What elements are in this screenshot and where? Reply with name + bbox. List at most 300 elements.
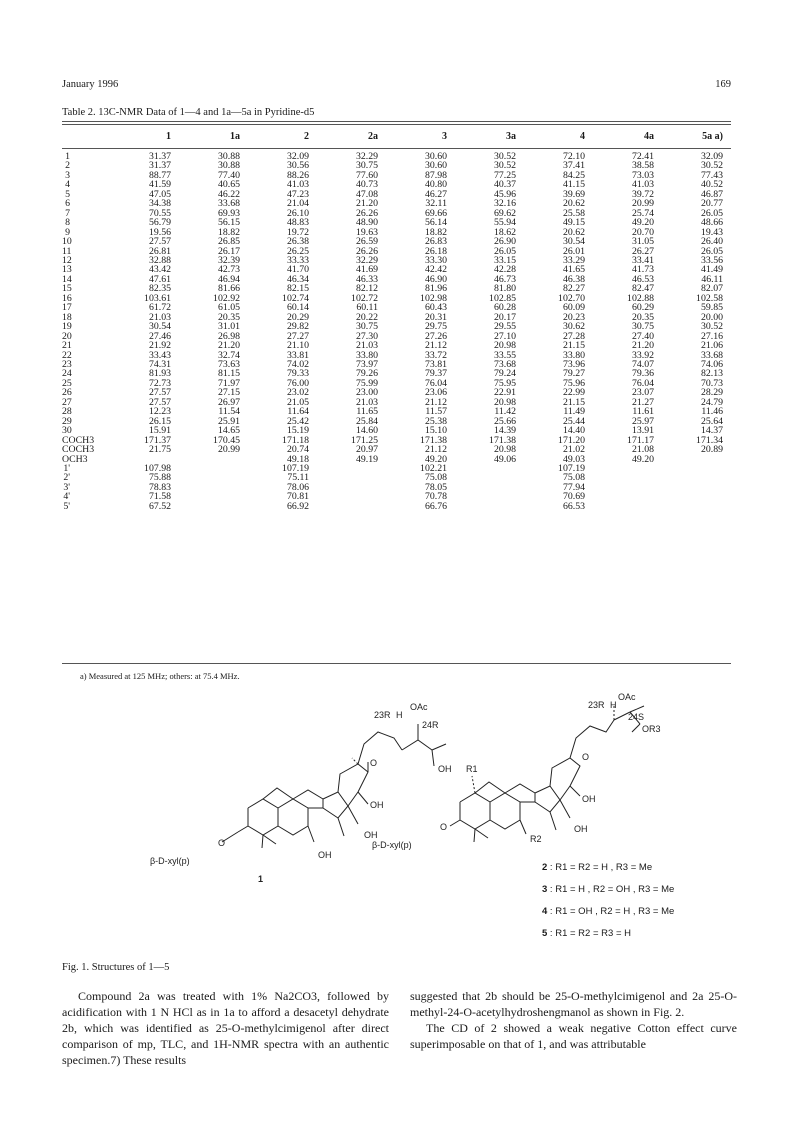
legend-entry [542, 884, 674, 895]
row-position-label: 14 [62, 273, 72, 285]
shift-value: 33.92 [631, 349, 654, 361]
shift-value [662, 473, 731, 482]
shift-value: 79.33 [286, 368, 309, 380]
shift-value: 20.99 [631, 198, 654, 210]
shift-value: 23.00 [355, 387, 378, 399]
shift-value: 28.29 [700, 387, 723, 399]
shift-value: 46.87 [700, 188, 723, 200]
shift-value: 21.20 [355, 198, 378, 210]
row-position-label: 12 [62, 254, 72, 266]
header-compound: 4a [644, 130, 654, 142]
row-position-label: 13 [62, 264, 72, 276]
shift-value: 33.56 [700, 254, 723, 266]
shift-value: 30.62 [562, 321, 585, 333]
shift-value: 49.20 [631, 217, 654, 229]
s2-r1-label: R1 [466, 764, 478, 774]
s2-xyl-label: β-D-xyl(p) [372, 840, 412, 850]
shift-value: 75.08 [562, 472, 585, 484]
shift-value: 102.58 [696, 292, 723, 304]
row-position-label: 6 [65, 198, 70, 210]
shift-value: 73.96 [562, 358, 585, 370]
shift-value: 88.77 [148, 169, 171, 181]
shift-value: 171.34 [696, 434, 723, 446]
shift-value: 21.12 [424, 396, 447, 408]
shift-value: 26.27 [631, 245, 654, 257]
shift-value: 33.43 [148, 349, 171, 361]
row-position-label: 22 [62, 349, 72, 361]
shift-value: 47.23 [286, 188, 309, 200]
shift-value: 74.02 [286, 358, 309, 370]
structure-drawing [62, 692, 731, 958]
row-position-label: 4 [65, 179, 70, 191]
shift-value: 82.15 [286, 283, 309, 295]
shift-value: 60.11 [356, 302, 378, 314]
shift-value: 170.45 [213, 434, 240, 446]
shift-value: 32.29 [355, 254, 378, 266]
shift-value: 73.97 [355, 358, 378, 370]
shift-value: 40.52 [700, 179, 723, 191]
shift-value: 20.98 [493, 340, 516, 352]
shift-value: 11.65 [356, 406, 378, 418]
shift-value: 46.53 [631, 273, 654, 285]
row-position-label: 25 [62, 377, 72, 389]
shift-value: 31.37 [148, 151, 171, 162]
row-position-label: 8 [65, 217, 70, 229]
shift-value: 11.42 [494, 406, 516, 418]
shift-value: 27.28 [562, 330, 585, 342]
shift-value: 70.55 [148, 207, 171, 219]
table-header-row [62, 126, 731, 146]
row-position-label: 26 [62, 387, 72, 399]
shift-value: 27.30 [355, 330, 378, 342]
shift-value: 26.15 [148, 415, 171, 427]
shift-value: 27.15 [217, 387, 240, 399]
shift-value: 72.10 [562, 151, 585, 162]
s2-o-label: O [582, 752, 590, 762]
shift-value: 60.14 [286, 302, 309, 314]
s1-compound-number: 1 [258, 874, 264, 884]
shift-value: 32.16 [493, 198, 516, 210]
shift-value: 102.98 [420, 292, 447, 304]
structure-1 [222, 724, 446, 848]
shift-value: 33.41 [631, 254, 654, 266]
shift-value: 102.85 [489, 292, 516, 304]
shift-value: 39.69 [562, 188, 585, 200]
structure-2-5 [450, 704, 644, 842]
shift-value: 27.57 [148, 387, 171, 399]
shift-value: 18.62 [493, 226, 516, 238]
shift-value: 21.75 [148, 444, 171, 456]
shift-value: 18.82 [424, 226, 447, 238]
shift-value: 77.60 [355, 169, 378, 181]
shift-value: 71.97 [217, 377, 240, 389]
shift-value: 26.83 [424, 236, 447, 248]
shift-value: 103.61 [144, 292, 171, 304]
shift-value: 60.09 [562, 302, 585, 314]
page-header [62, 79, 731, 93]
shift-value: 46.94 [217, 273, 240, 285]
shift-value: 26.01 [562, 245, 585, 257]
paragraph-col1: Compound 2a was treated with 1% Na2CO3, followed by acidification with 1 N HCl as in 1a to afford a desacetyl dehydrate 2b, which was identified as 25-O-methylcimigenol after direct comparison of mp, TLC, and 1H-NMR spectra with an authentic specimen.7) These results [62, 989, 389, 1067]
shift-value: 27.46 [148, 330, 171, 342]
shift-value: 27.10 [493, 330, 516, 342]
shift-value: 31.05 [631, 236, 654, 248]
page-number: 169 [715, 79, 731, 90]
shift-value: 46.34 [286, 273, 309, 285]
shift-value: 82.35 [148, 283, 171, 295]
shift-value: 56.79 [148, 217, 171, 229]
shift-value: 41.03 [286, 179, 309, 191]
shift-value: 61.05 [217, 302, 240, 314]
s2-r2-label: R2 [530, 834, 542, 844]
row-position-label: 24 [62, 368, 72, 380]
shift-value: 29.82 [286, 321, 309, 333]
shift-value: 25.74 [631, 207, 654, 219]
shift-value: 25.58 [562, 207, 585, 219]
shift-value: 47.05 [148, 188, 171, 200]
shift-value: 30.52 [493, 160, 516, 172]
shift-value: 49.20 [424, 453, 447, 465]
shift-value: 42.73 [217, 264, 240, 276]
shift-value: 71.58 [148, 491, 171, 503]
s1-oh-15-label: OH [364, 830, 378, 840]
shift-value: 56.14 [424, 217, 447, 229]
shift-value: 43.42 [148, 264, 171, 276]
shift-value: 26.17 [217, 245, 240, 257]
legend-entry [542, 928, 631, 939]
paragraph-col2-1: suggested that 2b should be 25-O-methylcimigenol and 2a 25-O-methyl-24-O-acetylhydroshengmanol as shown in Fig. 2. [410, 989, 737, 1019]
shift-value [593, 492, 662, 501]
table-top-rule-double [62, 124, 731, 125]
shift-value: 102.88 [627, 292, 654, 304]
shift-value: 82.07 [700, 283, 723, 295]
shift-value [179, 473, 248, 482]
shift-value: 15.10 [424, 425, 447, 437]
shift-value: 77.94 [562, 481, 585, 493]
shift-value: 20.00 [700, 311, 723, 323]
row-position-label: 21 [62, 340, 72, 352]
body-column-1 [62, 988, 389, 1068]
row-position-label: 18 [62, 311, 72, 323]
legend-number: 2 [542, 862, 548, 873]
s1-24r-label: 24R [422, 720, 439, 730]
shift-value: 70.73 [700, 377, 723, 389]
shift-value: 11.54 [218, 406, 240, 418]
shift-value: 25.44 [562, 415, 585, 427]
shift-value: 70.69 [562, 491, 585, 503]
s1-h-label: H [396, 710, 403, 720]
shift-value: 102.74 [282, 292, 309, 304]
header-compound: 5a a) [702, 130, 723, 142]
shift-value: 75.88 [148, 472, 171, 484]
shift-value: 25.91 [217, 415, 240, 427]
shift-value: 15.19 [286, 425, 309, 437]
shift-value [662, 455, 731, 464]
shift-value [317, 492, 386, 501]
shift-value: 30.60 [424, 160, 447, 172]
shift-value [317, 483, 386, 492]
shift-value: 11.46 [701, 406, 723, 418]
shift-value: 19.63 [355, 226, 378, 238]
shift-value: 29.75 [424, 321, 447, 333]
shift-value: 19.56 [148, 226, 171, 238]
shift-value: 46.11 [701, 273, 723, 285]
header-compound: 3 [442, 130, 447, 142]
shift-value: 60.43 [424, 302, 447, 314]
shift-value: 33.55 [493, 349, 516, 361]
shift-value: 171.25 [351, 434, 378, 446]
header-compound: 4 [580, 130, 585, 142]
shift-value: 14.39 [493, 425, 516, 437]
legend-number: 5 [542, 928, 548, 939]
shift-value: 20.62 [562, 226, 585, 238]
s1-23r-label: 23R [374, 710, 391, 720]
shift-value: 37.41 [562, 160, 585, 172]
shift-value: 76.00 [286, 377, 309, 389]
shift-value: 18.82 [217, 226, 240, 238]
shift-value: 78.05 [424, 481, 447, 493]
shift-value: 23.06 [424, 387, 447, 399]
shift-value: 14.40 [562, 425, 585, 437]
shift-value: 33.29 [562, 254, 585, 266]
shift-value: 25.64 [700, 415, 723, 427]
shift-value: 30.75 [355, 321, 378, 333]
shift-value: 27.27 [286, 330, 309, 342]
shift-value: 49.03 [562, 453, 585, 465]
row-position-label: COCH3 [62, 444, 95, 456]
shift-value: 79.37 [424, 368, 447, 380]
legend-entry [542, 906, 674, 917]
shift-value: 26.81 [148, 245, 171, 257]
shift-value [179, 502, 248, 511]
legend-entry [542, 862, 652, 873]
shift-value: 81.15 [217, 368, 240, 380]
shift-value: 32.74 [217, 349, 240, 361]
shift-value: 20.89 [700, 444, 723, 456]
legend-substituents: : R1 = OH , R2 = H , R3 = Me [547, 906, 675, 917]
row-position-label: 17 [62, 302, 72, 314]
shift-value: 26.59 [355, 236, 378, 248]
shift-value [179, 455, 248, 464]
shift-value: 21.12 [424, 340, 447, 352]
shift-value: 49.20 [631, 453, 654, 465]
shift-value: 26.97 [217, 396, 240, 408]
shift-value: 30.52 [493, 151, 516, 162]
shift-value: 30.54 [148, 321, 171, 333]
shift-value: 30.75 [355, 160, 378, 172]
header-compound: 2a [368, 130, 378, 142]
shift-value: 30.88 [217, 160, 240, 172]
shift-value: 67.52 [148, 500, 171, 512]
shift-value: 21.03 [148, 311, 171, 323]
shift-value: 26.05 [493, 245, 516, 257]
shift-value [317, 473, 386, 482]
shift-value: 66.76 [424, 500, 447, 512]
shift-value: 26.18 [424, 245, 447, 257]
shift-value: 20.97 [355, 444, 378, 456]
row-position-label: 5 [65, 188, 70, 200]
row-position-label: 1 [65, 151, 70, 162]
table-top-rule [62, 121, 731, 122]
shift-value [593, 483, 662, 492]
shift-value: 30.60 [424, 151, 447, 162]
shift-value: 72.41 [631, 151, 654, 162]
shift-value: 46.90 [424, 273, 447, 285]
shift-value: 171.38 [489, 434, 516, 446]
shift-value: 23.07 [631, 387, 654, 399]
shift-value: 29.55 [493, 321, 516, 333]
s1-xyl-label: β-D-xyl(p) [150, 856, 190, 866]
shift-value: 25.42 [286, 415, 309, 427]
shift-value: 49.15 [562, 217, 585, 229]
shift-value: 32.29 [355, 151, 378, 162]
figure-caption: Fig. 1. Structures of 1—5 [62, 962, 170, 973]
shift-value: 102.21 [420, 462, 447, 474]
shift-value [455, 502, 524, 511]
shift-value [662, 483, 731, 492]
shift-value: 87.98 [424, 169, 447, 181]
shift-value: 27.57 [148, 396, 171, 408]
shift-value: 46.38 [562, 273, 585, 285]
shift-value: 21.20 [217, 340, 240, 352]
row-position-label: 1' [63, 462, 70, 474]
header-compound: 1 [166, 130, 171, 142]
shift-value: 102.92 [213, 292, 240, 304]
shift-value: 81.80 [493, 283, 516, 295]
shift-value [662, 502, 731, 511]
shift-value: 41.15 [562, 179, 585, 191]
shift-value: 20.35 [631, 311, 654, 323]
shift-value: 21.06 [700, 340, 723, 352]
s2-o3-label: O [440, 822, 448, 832]
shift-value: 21.27 [631, 396, 654, 408]
s2-oh-16-label: OH [582, 794, 596, 804]
table-footnote: a) Measured at 125 MHz; others: at 75.4 MHz. [80, 671, 240, 681]
s2-oac-label: OAc [618, 692, 636, 702]
shift-value: 33.30 [424, 254, 447, 266]
s2-or3-label: OR3 [642, 724, 661, 734]
row-position-label: 4' [63, 491, 70, 503]
shift-value: 79.26 [355, 368, 378, 380]
shift-value: 171.20 [558, 434, 585, 446]
shift-value: 32.11 [425, 198, 447, 210]
shift-value: 59.85 [700, 302, 723, 314]
shift-value: 79.36 [631, 368, 654, 380]
shift-value: 40.80 [424, 179, 447, 191]
shift-value: 26.26 [355, 207, 378, 219]
shift-value [179, 492, 248, 501]
shift-value: 19.72 [286, 226, 309, 238]
shift-value: 26.25 [286, 245, 309, 257]
shift-value: 20.35 [217, 311, 240, 323]
shift-value [593, 473, 662, 482]
shift-value: 30.52 [700, 160, 723, 172]
shift-value: 27.16 [700, 330, 723, 342]
shift-value: 38.58 [631, 160, 654, 172]
s1-o-label: O [370, 758, 378, 768]
shift-value [179, 483, 248, 492]
shift-value: 46.73 [493, 273, 516, 285]
shift-value: 72.73 [148, 377, 171, 389]
shift-value: 74.31 [148, 358, 171, 370]
shift-value: 60.29 [631, 302, 654, 314]
table-body [62, 146, 731, 511]
shift-value: 49.18 [286, 453, 309, 465]
shift-value: 20.98 [493, 396, 516, 408]
shift-value: 20.29 [286, 311, 309, 323]
shift-value: 26.26 [355, 245, 378, 257]
structures-figure [62, 692, 731, 958]
shift-value: 26.85 [217, 236, 240, 248]
row-position-label: 27 [62, 396, 72, 408]
shift-value: 84.25 [562, 169, 585, 181]
shift-value: 66.92 [286, 500, 309, 512]
shift-value: 48.90 [355, 217, 378, 229]
legend-substituents: : R1 = H , R2 = OH , R3 = Me [547, 884, 675, 895]
shift-value: 21.15 [562, 340, 585, 352]
shift-value: 33.33 [286, 254, 309, 266]
shift-value: 33.68 [217, 198, 240, 210]
paragraph-col2-2: The CD of 2 showed a weak negative Cotton effect curve superimposable on that of 1, and was attributable [410, 1021, 737, 1051]
s1-oh-16-label: OH [370, 800, 384, 810]
shift-value: 70.78 [424, 491, 447, 503]
row-position-label: OCH3 [62, 453, 88, 465]
shift-value: 39.72 [631, 188, 654, 200]
shift-value: 20.77 [700, 198, 723, 210]
legend-substituents: : R1 = R2 = R3 = H [547, 928, 631, 939]
shift-value: 41.03 [631, 179, 654, 191]
row-position-label: 5' [63, 500, 70, 512]
shift-value: 75.96 [562, 377, 585, 389]
header-position [62, 126, 110, 146]
row-position-label: 3' [63, 481, 70, 493]
shift-value: 14.37 [700, 425, 723, 437]
shift-value: 69.62 [493, 207, 516, 219]
shift-value: 61.72 [148, 302, 171, 314]
legend-substituents: : R1 = R2 = H , R3 = Me [547, 862, 653, 873]
journal-date: January 1996 [62, 79, 119, 90]
header-compound: 1a [230, 130, 240, 142]
shift-value: 79.27 [562, 368, 585, 380]
shift-value: 60.28 [493, 302, 516, 314]
s1-oh-side-label: OH [438, 764, 452, 774]
shift-value: 73.81 [424, 358, 447, 370]
table-bottom-rule [62, 663, 731, 664]
shift-value [317, 502, 386, 511]
shift-value: 69.93 [217, 207, 240, 219]
row-position-label: 11 [62, 245, 72, 257]
shift-value: 27.57 [148, 236, 171, 248]
shift-value: 26.38 [286, 236, 309, 248]
shift-value [455, 492, 524, 501]
shift-value: 20.62 [562, 198, 585, 210]
shift-value: 41.69 [355, 264, 378, 276]
shift-value: 21.15 [562, 396, 585, 408]
shift-value: 46.22 [217, 188, 240, 200]
row-position-label: 19 [62, 321, 72, 333]
row-position-label: COCH3 [62, 434, 95, 446]
shift-value: 74.06 [700, 358, 723, 370]
table-row [62, 146, 731, 161]
shift-value: 27.40 [631, 330, 654, 342]
table-row [62, 445, 731, 454]
shift-value: 49.06 [493, 453, 516, 465]
shift-value: 42.42 [424, 264, 447, 276]
shift-value: 11.61 [632, 406, 654, 418]
row-position-label: 16 [62, 292, 72, 304]
shift-value: 55.94 [493, 217, 516, 229]
shift-value: 21.10 [286, 340, 309, 352]
